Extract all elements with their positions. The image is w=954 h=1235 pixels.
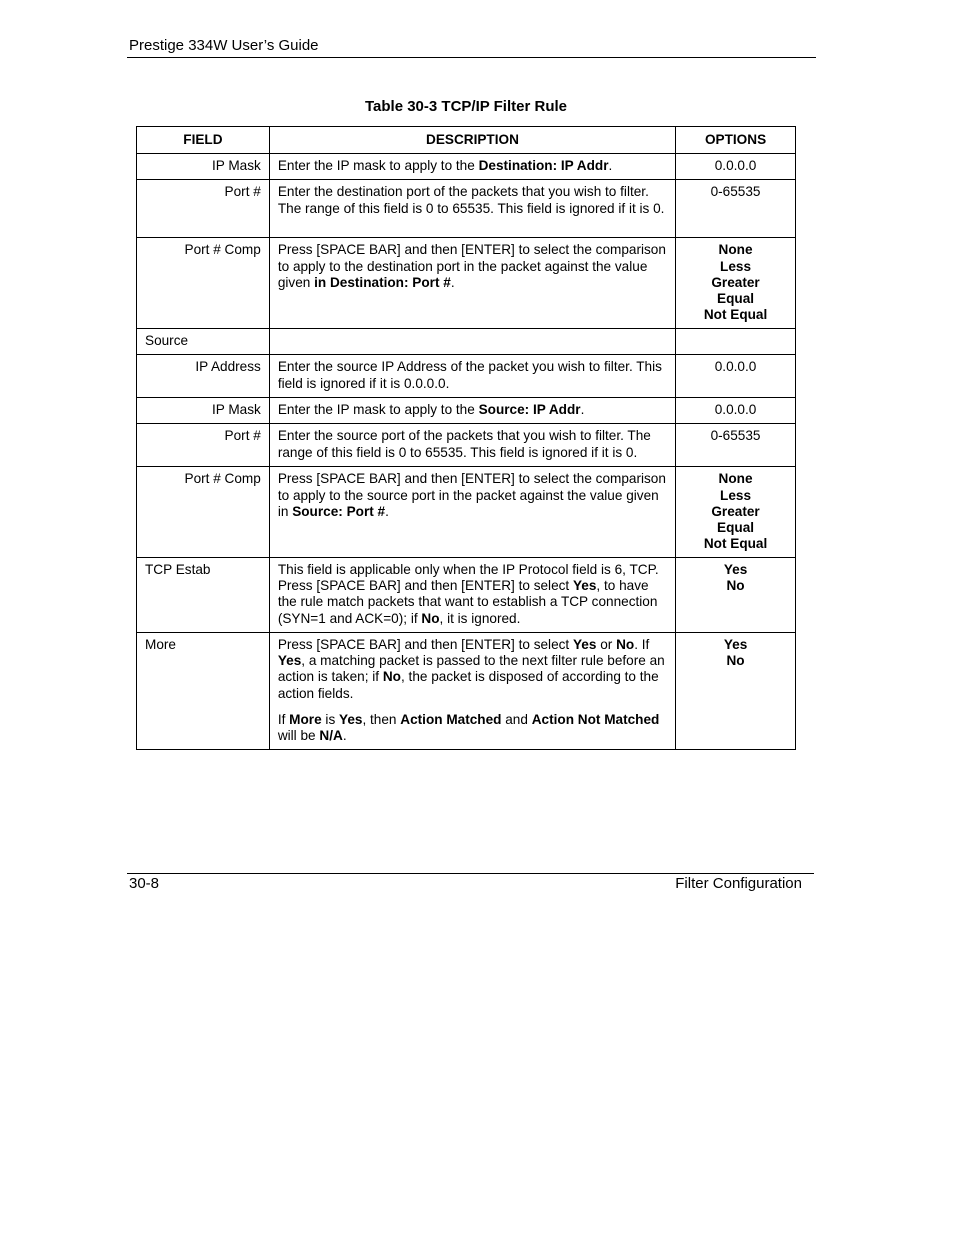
description-text: , it is ignored. [439, 610, 521, 626]
table-row [137, 467, 796, 557]
description-text: . [608, 158, 613, 174]
field-cell: Source [137, 329, 270, 355]
description-text: , then [362, 711, 401, 727]
description-paragraph [278, 712, 667, 745]
description-paragraph [278, 242, 667, 291]
options-cell [676, 355, 796, 398]
description-text: , the packet is disposed of according to the action fields. [277, 669, 659, 701]
table-row [137, 180, 796, 238]
option-value: Yes [723, 561, 748, 577]
description-text: or [596, 636, 617, 652]
field-cell: IP Mask [137, 154, 270, 180]
description-bold-text: Source: Port # [292, 503, 386, 519]
filter-rule-table [136, 126, 796, 750]
field-cell: Port # [137, 180, 270, 238]
options-cell [676, 180, 796, 238]
description-bold-text: in Destination: Port # [314, 274, 451, 290]
column-header-options: OPTIONS [676, 127, 796, 154]
option-value: None [718, 471, 753, 487]
running-header: Prestige 334W User’s Guide [129, 37, 319, 54]
description-paragraph [278, 184, 667, 217]
description-cell [269, 398, 675, 424]
table-row [137, 424, 796, 467]
description-paragraph [278, 428, 667, 461]
table-header-row [137, 127, 796, 154]
field-cell: Port # [137, 424, 270, 467]
field-cell: IP Mask [137, 398, 270, 424]
description-text: , to have the rule match packets that want to establish a TCP connection (SYN=1 and ACK=0); if [277, 578, 658, 626]
option-value: Equal [717, 520, 755, 536]
description-cell [269, 355, 675, 398]
description-cell [269, 154, 675, 180]
option-value: Not Equal [703, 536, 768, 552]
option-value: Yes [723, 636, 748, 652]
description-text: . [580, 402, 585, 418]
description-cell [269, 180, 675, 238]
description-paragraph [278, 402, 667, 418]
description-paragraph [278, 471, 667, 520]
page-number: 30-8 [129, 875, 160, 892]
column-header-description: DESCRIPTION [269, 127, 675, 154]
table-row [137, 154, 796, 180]
description-text: Enter the IP mask to apply to the [277, 158, 479, 174]
column-header-field: FIELD [137, 127, 270, 154]
description-text: This field is applicable only when the IP Protocol field is 6, TCP. Press [SPACE BAR] and then [ENTER] to select [277, 561, 659, 594]
description-paragraph [278, 562, 667, 627]
description-text: Press [SPACE BAR] and then [ENTER] to select the comparison to apply to the destination port in the packet against the value given [277, 242, 666, 290]
table-caption: Table 30-3 TCP/IP Filter Rule [364, 98, 567, 115]
options-cell [676, 632, 796, 749]
description-text: Press [SPACE BAR] and then [ENTER] to select [277, 636, 573, 652]
description-bold-text: Action Not Matched [531, 711, 660, 727]
description-text: . [450, 274, 455, 290]
description-bold-text: Yes [572, 636, 597, 652]
options-cell [676, 424, 796, 467]
description-paragraph [278, 158, 667, 174]
options-cell [676, 467, 796, 557]
option-value: Greater [711, 503, 760, 519]
table-row [137, 355, 796, 398]
table-row [137, 557, 796, 632]
description-bold-text: No [616, 636, 635, 652]
description-cell [269, 467, 675, 557]
field-cell: Port # Comp [137, 238, 270, 329]
option-value: Equal [717, 291, 755, 307]
description-text: , a matching packet is passed to the next filter rule before an action is taken; if [277, 653, 665, 685]
description-text: If [277, 711, 290, 727]
description-text: Enter the source IP Address of the packet you wish to filter. This field is ignored if it is 0.0.0.0. [277, 359, 662, 391]
options-cell [676, 329, 796, 355]
option-value: Not Equal [703, 307, 768, 323]
option-value: Less [720, 487, 752, 503]
option-value: 0-65535 [710, 428, 761, 444]
description-bold-text: More [289, 711, 322, 727]
option-value: 0.0.0.0 [714, 402, 757, 418]
description-paragraph [278, 359, 667, 392]
description-bold-text: Action Matched [400, 711, 502, 727]
description-cell [269, 557, 675, 632]
description-text: Enter the source port of the packets that you wish to filter. The range of this field is 0 to 65535. This field is ignored if it is 0. [277, 428, 651, 460]
description-cell [269, 238, 675, 329]
footer-rule [127, 873, 814, 874]
description-paragraph [278, 637, 667, 702]
description-text: and [501, 711, 532, 727]
table-row [137, 238, 796, 329]
description-text: . [342, 728, 347, 744]
option-value: None [718, 242, 753, 258]
table-row [137, 329, 796, 355]
field-cell: TCP Estab [137, 557, 270, 632]
field-cell: More [137, 632, 270, 749]
description-bold-text: Yes [572, 578, 597, 594]
description-cell [269, 632, 675, 749]
table-row [137, 632, 796, 749]
description-text: Press [SPACE BAR] and then [ENTER] to select the comparison to apply to the source port in the packet against the value given in [277, 471, 666, 519]
option-value: Less [720, 258, 752, 274]
description-cell [269, 424, 675, 467]
description-text: is [321, 711, 340, 727]
header-rule [127, 57, 816, 58]
description-bold-text: N/A [319, 728, 343, 744]
description-bold-text: Destination: IP Addr [478, 158, 609, 174]
description-bold-text: Yes [277, 653, 302, 669]
description-text: will be [277, 728, 320, 744]
description-bold-text: Yes [339, 711, 363, 727]
option-value: 0-65535 [710, 184, 761, 200]
option-value: No [726, 578, 745, 594]
description-text: Enter the IP mask to apply to the [277, 402, 479, 418]
options-cell [676, 238, 796, 329]
field-cell: Port # Comp [137, 467, 270, 557]
options-cell [676, 154, 796, 180]
description-text: . If [634, 636, 650, 652]
description-text: Enter the destination port of the packets that you wish to filter. The range of this field is 0 to 65535. This field is ignored if it is 0. [277, 184, 665, 216]
option-value: 0.0.0.0 [714, 158, 757, 174]
option-value: No [726, 653, 745, 669]
description-bold-text: Source: IP Addr [478, 402, 581, 418]
option-value: 0.0.0.0 [714, 359, 757, 375]
footer-section-title: Filter Configuration [675, 875, 802, 892]
description-bold-text: No [382, 669, 401, 685]
description-text: . [385, 503, 389, 519]
options-cell [676, 557, 796, 632]
options-cell [676, 398, 796, 424]
option-value: Greater [711, 274, 760, 290]
table-row [137, 398, 796, 424]
description-cell [269, 329, 675, 355]
description-bold-text: No [421, 610, 440, 626]
field-cell: IP Address [137, 355, 270, 398]
